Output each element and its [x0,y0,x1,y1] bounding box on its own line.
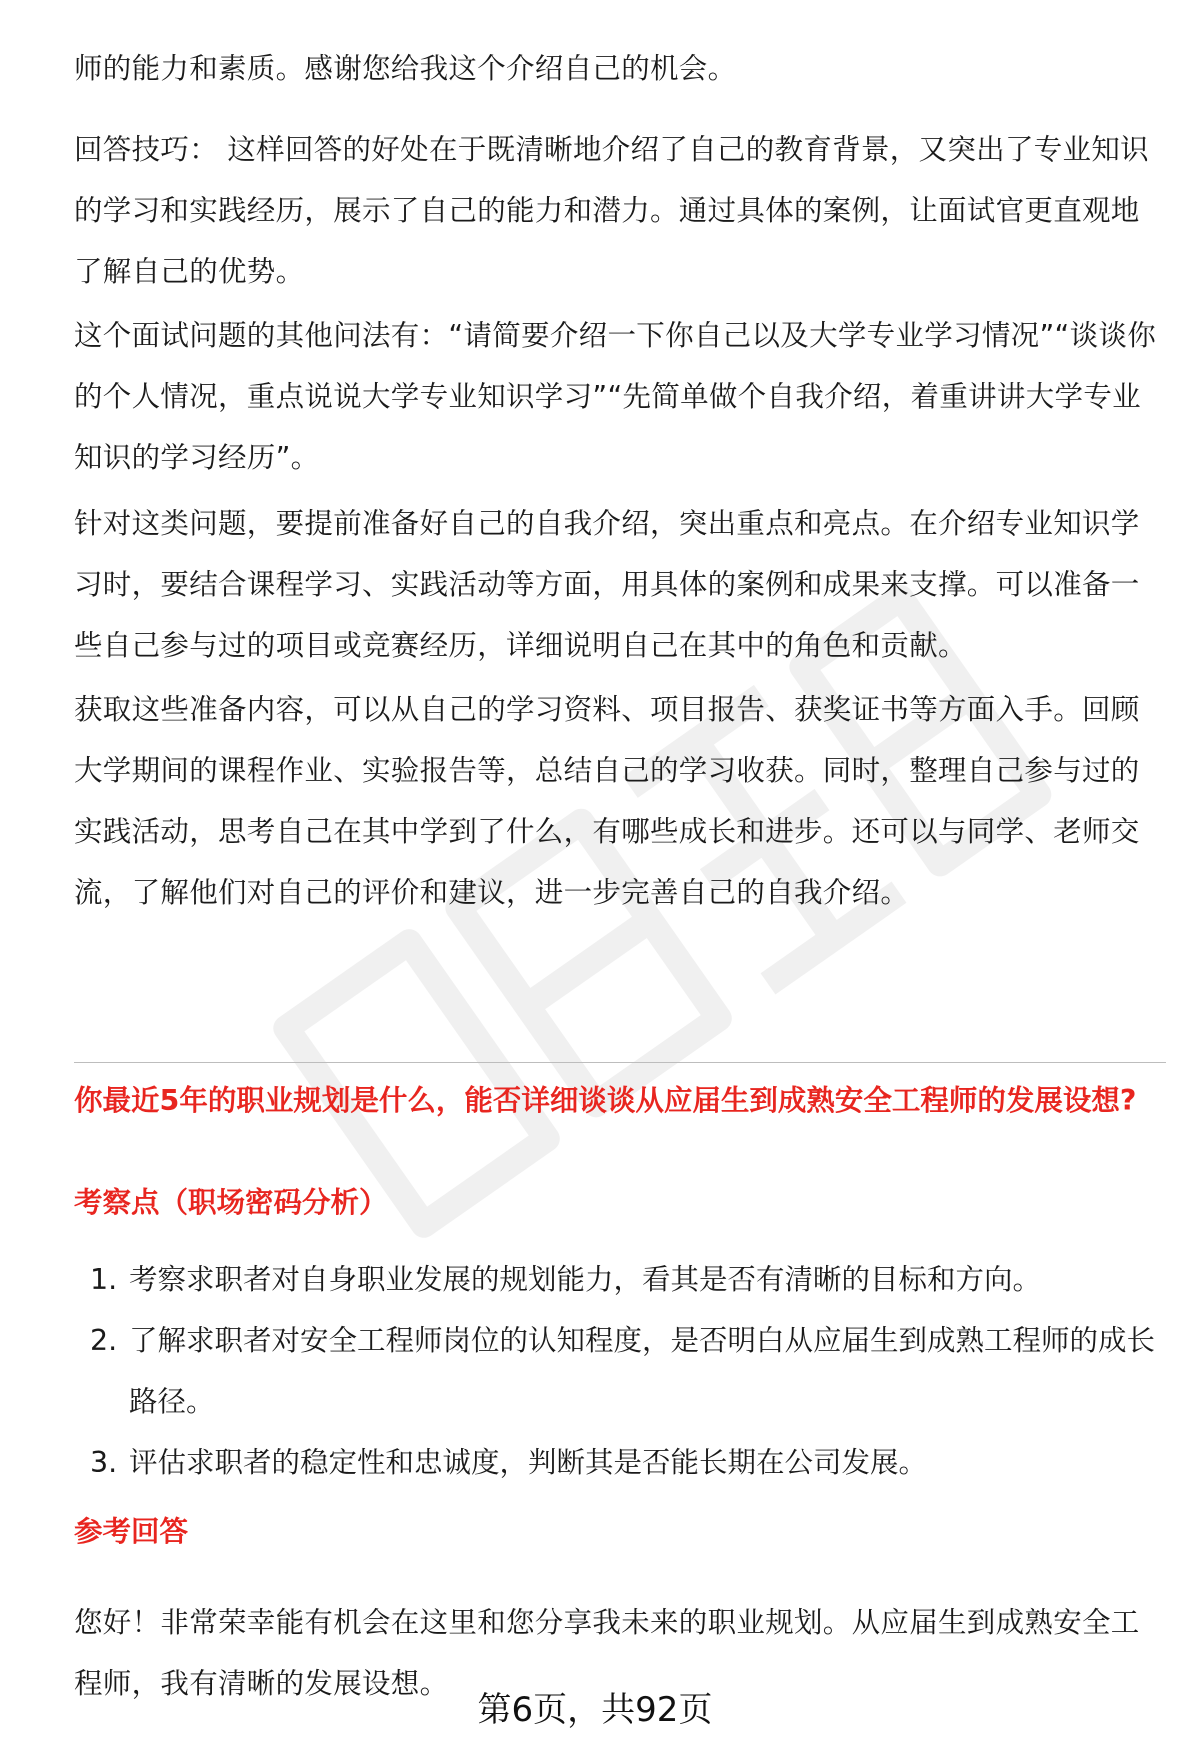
reference-answer-text: 您好！非常荣幸能有机会在这里和您分享我未来的职业规划。从应届生到成熟安全工程师，我有清晰的发展设想。 [74,1606,1140,1700]
paragraph-preparation-sources: 获取这些准备内容，可以从自己的学习资料、项目报告、获奖证书等方面入手。回顾大学期间的课程作业、实验报告等，总结自己的学习收获。同时，整理自己参与过的实践活动，思考自己在其中学到了什么，有哪些成长和进步。还可以与同学、老师交流，了解他们对自己的评价和建议，进一步完善自己的自我介绍。 [74,693,1140,909]
section-divider [74,1062,1166,1063]
paragraph-preparation-advice: 针对这类问题，要提前准备好自己的自我介绍，突出重点和亮点。在介绍专业知识学习时，要结合课程学习、实践活动等方面，用具体的案例和成果来支撑。可以准备一些自己参与过的项目或竞赛经历，详细说明自己在其中的角色和贡献。 [74,507,1140,662]
list-item-number: 1. [90,1263,118,1296]
paragraph-answer-tips: 回答技巧： 这样回答的好处在于既清晰地介绍了自己的教育背景，又突出了专业知识的学习和实践经历，展示了自己的能力和潜力。通过具体的案例，让面试官更直观地了解自己的优势。 [74,133,1149,288]
list-item [74,1249,1166,1310]
list-item-text: 考察求职者对自身职业发展的规划能力，看其是否有清晰的目标和方向。 [129,1263,1042,1296]
list-item [74,1432,1166,1493]
reference-answer-heading: 参考回答 [74,1515,189,1548]
list-item [74,1310,1166,1432]
list-item-text: 了解求职者对安全工程师岗位的认知程度，是否明白从应届生到成熟工程师的成长路径。 [129,1324,1156,1418]
list-item-number: 2. [90,1324,118,1357]
exam-points-heading: 考察点（职场密码分析） [74,1186,388,1219]
paragraph-alternative-questions: 这个面试问题的其他问法有：“请简要介绍一下你自己以及大学专业学习情况”“谈谈你的个人情况，重点说说大学专业知识学习”“先简单做个自我介绍，着重讲讲大学专业知识的学习经历”。 [74,319,1156,474]
page-indicator: 第6页，共92页 [477,1690,713,1730]
question-title: 你最近5年的职业规划是什么，能否详细谈谈从应届生到成熟安全工程师的发展设想? [74,1084,1137,1117]
list-item-text: 评估求职者的稳定性和忠诚度，判断其是否能长期在公司发展。 [129,1446,928,1479]
exam-points-list [74,1249,1166,1493]
paragraph-intro-closing: 师的能力和素质。感谢您给我这个介绍自己的机会。 [74,52,737,85]
list-item-number: 3. [90,1446,118,1479]
